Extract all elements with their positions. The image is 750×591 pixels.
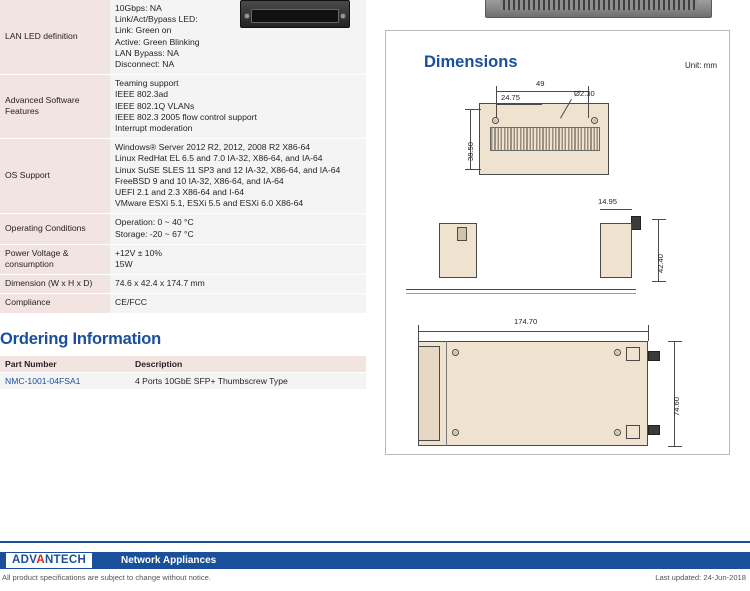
screw-icon	[340, 13, 346, 19]
spec-label: Power Voltage & consumption	[0, 244, 110, 274]
spec-value-line: Active: Green Blinking	[115, 36, 200, 47]
top-view-port	[648, 425, 660, 435]
table-row	[0, 294, 366, 313]
extension-line	[465, 169, 481, 170]
extension-line	[668, 341, 682, 342]
spec-value-line: Linux RedHat EL 6.5 and 7.0 IA-32, X86-64, and IA-64	[115, 153, 323, 164]
spec-value-line: LAN Bypass: NA	[115, 47, 179, 58]
screw-icon	[452, 429, 459, 436]
baseline-secondary	[406, 293, 636, 294]
spec-value-line: UEFI 2.1 and 2.3 X86-64 and I-64	[115, 187, 244, 198]
dimension-label-bottom-length: 174.70	[514, 317, 538, 326]
column-header-description: Description	[130, 356, 366, 373]
logo-text-part-2: A	[36, 554, 45, 566]
top-view-corner	[626, 347, 640, 361]
dimension-line	[600, 209, 632, 210]
table-row	[0, 214, 366, 244]
ordering-table	[0, 356, 366, 389]
spec-value-line: FreeBSD 9 and 10 IA-32, X86-64, and IA-64	[115, 175, 284, 186]
dimension-label-top-inner: 24.75	[501, 93, 521, 102]
spec-value-line: Link/Act/Bypass LED:	[115, 14, 198, 25]
spec-value	[110, 214, 366, 244]
spec-value-line: 74.6 x 42.4 x 174.7 mm	[115, 278, 205, 289]
dimension-label-side-height: 42.40	[656, 253, 665, 273]
spec-value-line: Link: Green on	[115, 25, 172, 36]
extension-line	[668, 446, 682, 447]
screw-icon	[452, 349, 459, 356]
dimension-line	[418, 331, 648, 332]
screw-icon	[614, 349, 621, 356]
product-photo-top-cropped	[485, 0, 712, 18]
side-view-port	[631, 216, 641, 230]
extension-line	[496, 86, 497, 118]
spec-label: OS Support	[0, 139, 110, 214]
column-header-part-number: Part Number	[0, 356, 130, 373]
extension-line	[652, 281, 666, 282]
table-header-row	[0, 356, 366, 373]
dimensions-panel	[385, 30, 730, 455]
table-row	[0, 75, 366, 139]
spec-label: LAN LED definition	[0, 0, 110, 75]
product-photo-group	[240, 0, 352, 50]
port-strip	[251, 9, 339, 23]
dimension-label-side-top: 14.95	[598, 197, 618, 206]
spec-value-line: Teaming support	[115, 78, 179, 89]
table-row	[0, 139, 366, 214]
footer-divider	[0, 541, 750, 543]
logo-text-part-1: ADV	[12, 554, 37, 566]
spec-value-line: 10Gbps: NA	[115, 3, 162, 13]
spec-label: Operating Conditions	[0, 214, 110, 244]
spec-value-line: 15W	[115, 259, 133, 270]
extension-line	[648, 325, 649, 341]
spec-value-line: IEEE 802.1Q VLANs	[115, 100, 195, 111]
spec-value-line: Disconnect: NA	[115, 59, 175, 70]
spec-value-line: Linux SuSE SLES 11 SP3 and 12 IA-32, X86-64, and IA-64	[115, 164, 341, 175]
screw-icon	[614, 429, 621, 436]
spec-value-line: IEEE 802.3 2005 flow control support	[115, 111, 257, 122]
side-view-connector	[457, 227, 467, 241]
cell-description: 4 Ports 10GbE SFP+ Thumbscrew Type	[130, 372, 366, 389]
spec-value-line: +12V ± 10%	[115, 247, 163, 258]
spec-value-line: VMware ESXi 5.1, ESXi 5.5 and ESXi 6.0 X86-64	[115, 198, 304, 209]
spec-value	[110, 139, 366, 214]
spec-value-line: CE/FCC	[115, 297, 147, 308]
dimension-label-left-height: 38.50	[466, 141, 475, 161]
spec-label: Compliance	[0, 294, 110, 313]
advantech-logo	[6, 553, 92, 568]
footer-disclaimer: All product specifications are subject to change without notice.	[2, 573, 211, 582]
baseline	[406, 289, 636, 290]
front-view-vent	[490, 127, 600, 151]
spec-value	[110, 275, 366, 294]
extension-line	[465, 109, 481, 110]
ordering-information-title: Ordering Information	[0, 329, 162, 348]
specifications-column	[0, 0, 366, 389]
screw-icon	[591, 117, 598, 124]
top-view-edge	[446, 341, 447, 446]
spec-value-line: IEEE 802.3ad	[115, 89, 169, 100]
unit-label: Unit: mm	[685, 61, 717, 70]
top-view-corner	[626, 425, 640, 439]
footer-bar	[0, 552, 750, 569]
table-row	[0, 275, 366, 294]
logo-text-part-3: NTECH	[44, 554, 87, 566]
spec-value	[110, 244, 366, 274]
spec-value-line: Interrupt moderation	[115, 123, 193, 134]
extension-line	[418, 325, 419, 341]
spec-value-line: Windows® Server 2012 R2, 2012, 2008 R2 X86-64	[115, 142, 311, 153]
footer-last-updated: Last updated: 24-Jun-2018	[655, 573, 746, 582]
spec-value	[110, 294, 366, 313]
dimension-label-top-width: 49	[536, 79, 545, 88]
side-view-end	[600, 223, 632, 278]
top-view-bracket	[418, 346, 440, 441]
dimension-line	[496, 104, 542, 105]
dimension-label-hole-dia: Ø2.30	[574, 89, 595, 98]
dimensions-title: Dimensions	[424, 53, 518, 71]
spec-value-line: Operation: 0 ~ 40 °C	[115, 217, 194, 228]
vent-pattern	[500, 0, 697, 10]
screw-icon	[492, 117, 499, 124]
spec-label: Advanced Software Features	[0, 75, 110, 139]
dimension-label-bottom-width: 74.60	[672, 396, 681, 416]
screw-icon	[244, 13, 250, 19]
cell-part-number: NMC-1001-04FSA1	[0, 372, 130, 389]
spec-value	[110, 75, 366, 139]
table-row	[0, 244, 366, 274]
dimension-line	[674, 341, 675, 446]
spec-value-line: Storage: -20 ~ 67 °C	[115, 228, 194, 239]
footer-category: Network Appliances	[121, 555, 217, 566]
table-row	[0, 372, 366, 389]
spec-label: Dimension (W x H x D)	[0, 275, 110, 294]
product-photo-rear	[240, 0, 350, 28]
top-view-port	[648, 351, 660, 361]
extension-line	[652, 219, 666, 220]
